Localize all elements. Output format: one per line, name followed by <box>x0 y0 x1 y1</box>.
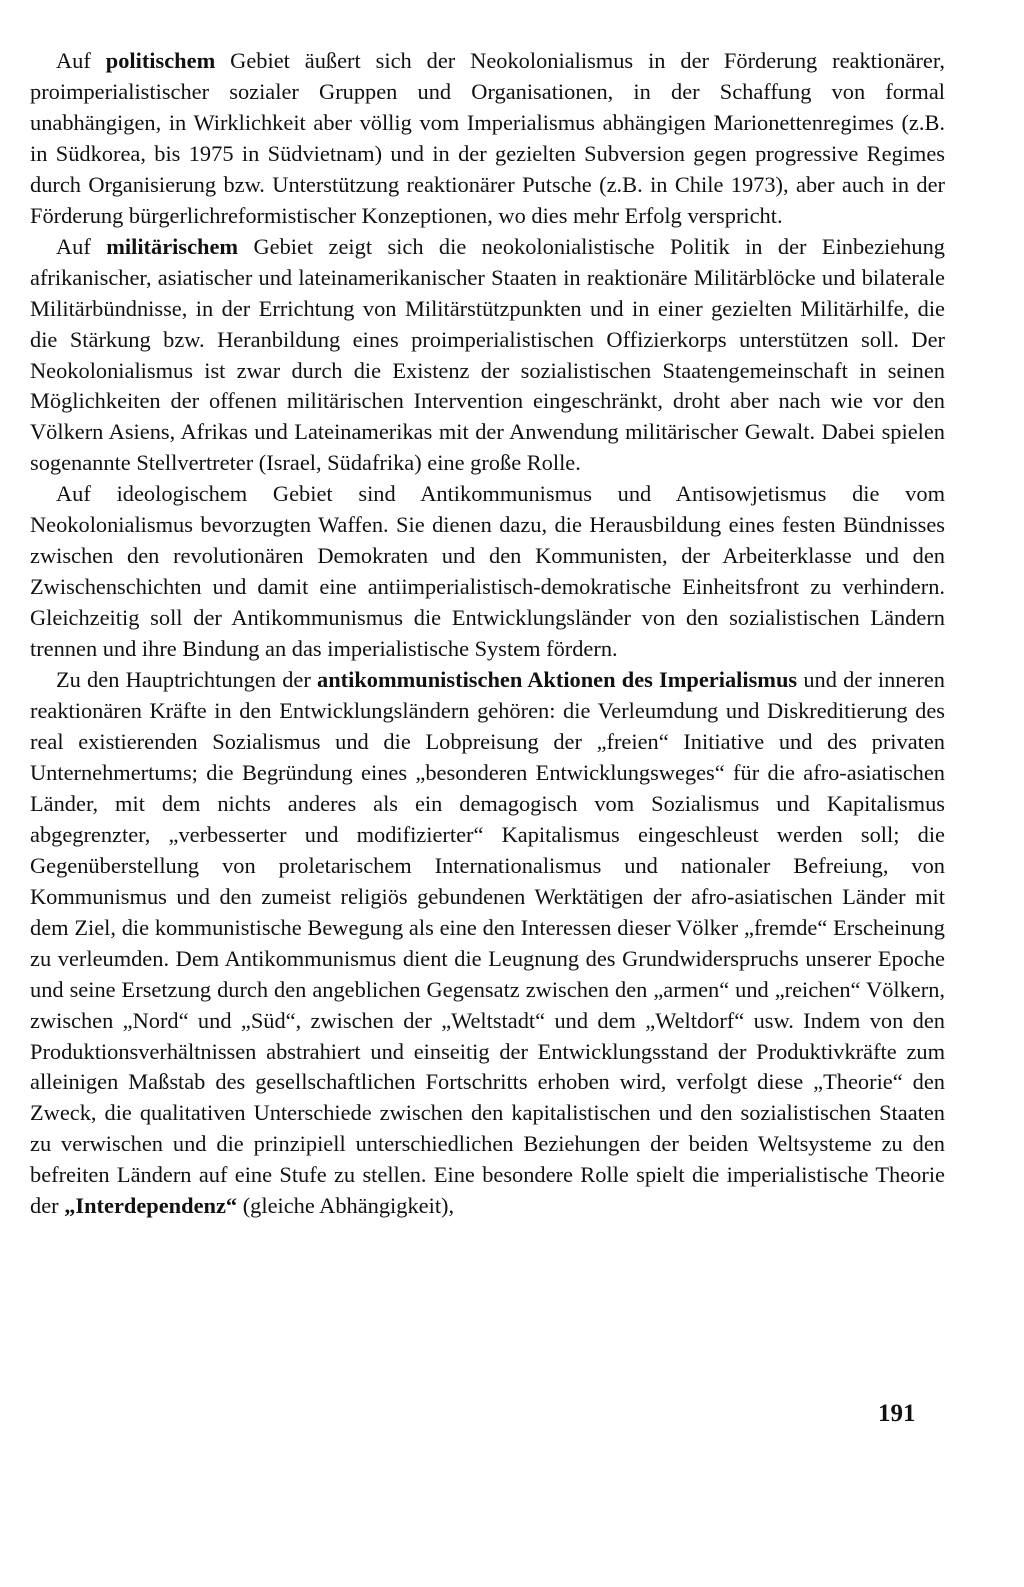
paragraph-ideological <box>30 479 945 665</box>
text-segment: Gebiet äußert sich der Neokolonialismus in der Förderung reaktionärer, proimperialistischer sozialer Gruppen und Organisationen, in der Schaffung von formal unabhängigen, in Wirklichkeit aber völlig vom Imperialismus abhängigen Marionettenregimes (z.B. in Südkorea, bis 1975 in Südvietnam) und in der gezielten Subversion gegen progressive Regimes durch Organisierung bzw. Unterstützung reaktionärer Putsche (z.B. in Chile 1973), aber auch in der Förderung bürgerlichreformistischer Konzeptionen, wo dies mehr Erfolg verspricht. <box>30 48 945 228</box>
text-segment: Auf ideologischem Gebiet sind Antikommunismus und Antisowjetismus die vom Neokolonialismus bevorzugten Waffen. Sie dienen dazu, die Herausbildung eines festen Bündnisses zwischen den revolutionären Demokraten und den Kommunisten, der Arbeiterklasse und den Zwischenschichten und damit eine antiimperialistisch-demokratische Einheitsfront zu verhindern. Gleichzeitig soll der Antikommunismus die Entwicklungsländer von den sozialistischen Ländern trennen und ihre Bindung an das imperialistische System fördern. <box>30 481 945 662</box>
emphasis-term: antikommunistischen Aktionen des Imperialismus <box>317 667 798 693</box>
paragraph-political <box>30 46 945 232</box>
text-segment: und der inneren reaktionären Kräfte in den Entwicklungsländern gehören: die Verleumdung und Diskreditierung des real existierenden Sozialismus und die Lobpreisung der „freien“ Initiative und des privaten Unternehmertums; die Begründung eines „besonderen Entwicklungsweges“ für die afro-asiatischen Länder, mit dem nichts anderes als ein demagogisch vom Sozialismus und Kapitalismus abgegrenzter, „verbesserter und modifizierter“ Kapitalismus eingeschleust werden soll; die Gegenüberstellung von proletarischem Internationalismus und nationaler Befreiung, von Kommunismus und den zumeist religiös gebundenen Werktätigen der afro-asiatischen Länder mit dem Ziel, die kommunistische Bewegung als eine den Interessen dieser Völker „fremde“ Erscheinung zu verleumden. Dem Antikommunismus dient die Leugnung des Grundwiderspruchs unserer Epoche und seine Ersetzung durch den angeblichen Gegensatz zwischen den „armen“ und „reichen“ Völkern, zwischen „Nord“ und „Süd“, zwischen der „Weltstadt“ und dem „Weltdorf“ usw. Indem von den Produktionsverhältnissen abstrahiert und einseitig der Entwicklungsstand der Produktivkräfte zum alleinigen Maßstab des gesellschaftlichen Fortschritts erhoben wird, verfolgt diese „Theorie“ den Zweck, die qualitativen Unterschiede zwischen den kapitalistischen und den sozialistischen Staaten zu verwischen und die prinzipiell unterschiedlichen Beziehungen der beiden Weltsysteme zu den befreiten Ländern auf eine Stufe zu stellen. Eine besondere Rolle spielt die imperialistische Theorie der <box>30 667 946 1219</box>
text-segment: Auf <box>56 48 106 73</box>
text-segment: Zu den Hauptrichtungen der <box>56 667 317 693</box>
page-body <box>30 46 945 1222</box>
page-number: 191 <box>878 1400 916 1427</box>
text-segment: Gebiet zeigt sich die neokolonialistische Politik in der Einbeziehung afrikanischer, asiatischer und lateinamerikanischer Staaten in reaktionäre Militärblöcke und bilaterale Militärbündnisse, in der Errichtung von Militärstützpunkten und in einer gezielten Militärhilfe, die die Stärkung bzw. Heranbildung eines proimperialistischen Offizierkorps unterstützen soll. Der Neokolonialismus ist zwar durch die Existenz der sozialistischen Staatengemeinschaft in seinen Möglichkeiten der offenen militärischen Intervention eingeschränkt, droht aber nach wie vor den Völkern Asiens, Afrikas und Lateinamerikas mit der Anwendung militärischer Gewalt. Dabei spielen sogenannte Stellvertreter (Israel, Südafrika) eine große Rolle. <box>30 233 945 476</box>
emphasis-term: politischem <box>105 48 216 73</box>
paragraph-military <box>30 232 945 480</box>
emphasis-term: „Interdependenz“ <box>64 1193 238 1219</box>
text-segment: (gleiche Abhängigkeit), <box>237 1193 455 1219</box>
emphasis-term: militärischem <box>106 233 239 259</box>
paragraph-anticommunist-actions <box>30 665 945 1222</box>
text-segment: Auf <box>56 233 107 259</box>
